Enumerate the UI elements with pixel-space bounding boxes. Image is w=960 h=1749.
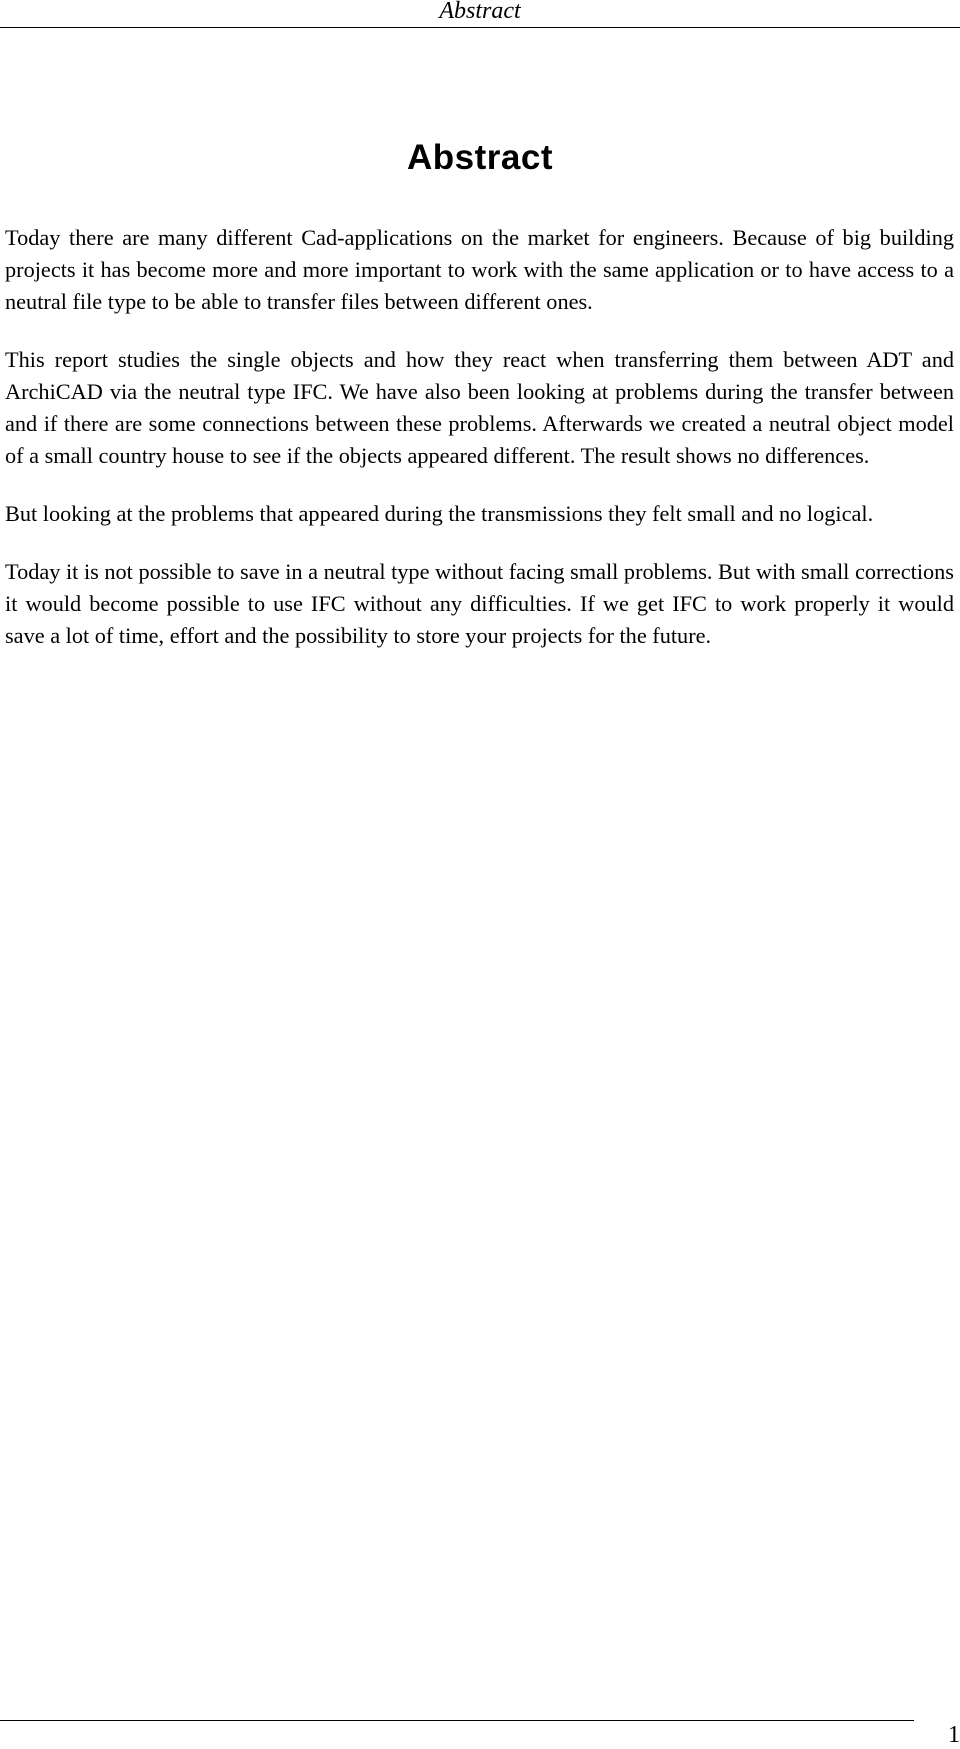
running-header-title: Abstract — [439, 0, 521, 24]
paragraph-study: This report studies the single objects and how they react when transferring them between ADT and ArchiCAD via the neutral type IFC. We have also been looking at problems during the transfer between and if there are some connections between these problems. Afterwards we created a neutral object model of a small country house to see if the objects appeared different. The result shows no differences. — [5, 347, 954, 468]
paragraph-conclusion: Today it is not possible to save in a neutral type without facing small problems. But with small corrections it would become possible to use IFC without any difficulties. If we get IFC to work properly it would save a lot of time, effort and the possibility to store your projects for the future. — [5, 559, 954, 648]
paragraph-problems: But looking at the problems that appeared during the transmissions they felt small and no logical. — [5, 501, 874, 526]
page-number: 1 — [948, 1722, 960, 1748]
page-title: Abstract — [407, 138, 553, 177]
abstract-body — [5, 222, 954, 678]
paragraph-intro: Today there are many different Cad-applications on the market for engineers. Because of big building projects it has become more and more important to work with the same application or to have access to a neutral file type to be able to transfer files between different ones. — [5, 225, 954, 314]
running-header — [0, 0, 960, 28]
footer-divider — [0, 1720, 914, 1721]
